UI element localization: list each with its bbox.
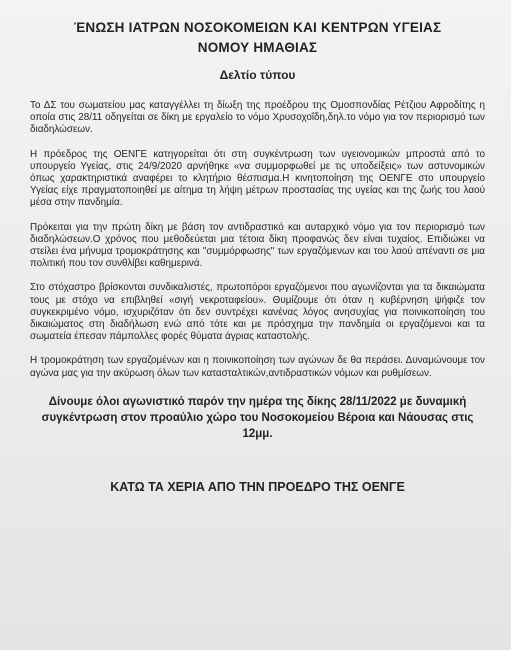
- paragraph-1: Το ΔΣ του σωματείου μας καταγγέλλει τη δίωξη της προέδρου της Ομοσπονδίας Ρέτζιου Αφροδίτης η οποία στις 28/11 οδηγείται σε δίκη με εργαλείο το νόμο Χρυσοχοΐδη,δηλ.το νόμο για τον περιορισμό των διαδηλώσεων.: [30, 100, 485, 136]
- title-line-2: ΝΟΜΟΥ ΗΜΑΘΙΑΣ: [197, 40, 318, 55]
- document-title: [30, 18, 485, 58]
- paragraph-4: Στο στόχαστρο βρίσκονται συνδικαλιστές, πρωτοπόροι εργαζόμενοι που αγωνίζονται για τα δικαιώματα τους με στόχο να επιβληθεί «σιγή νεκροταφείου». Θυμίζουμε ότι όταν η κυβέρνηση ψήφιζε τον συγκεκριμένο νόμο, ισχυριζόταν ότι δεν συντρέχει κανένας λόγος ανησυχίας για ποινικοποίηση του δικαιώματος στη διαδήλωση ενώ από τότε και με πρόσχημα την πανδημία οι εργαζόμενοι και τα σωματεία έπεσαν πάμπολλες φορές θύματα άγριας καταστολής.: [30, 282, 485, 343]
- title-line-1: ΈΝΩΣΗ ΙΑΤΡΩΝ ΝΟΣΟΚΟΜΕΙΩΝ ΚΑΙ ΚΕΝΤΡΩΝ ΥΓΕΙΑΣ: [73, 20, 442, 35]
- closing-slogan: ΚΑΤΩ ΤΑ ΧΕΡΙΑ ΑΠΟ ΤΗΝ ΠΡΟΕΔΡΟ ΤΗΣ ΟΕΝΓΕ: [110, 479, 405, 494]
- paragraph-2: Η πρόεδρος της ΟΕΝΓΕ κατηγορείται ότι στη συγκέντρωση των υγειονομικών μπροστά από το υπουργείο Υγείας, στις 24/9/2020 αρνήθηκε «να συμμορφωθεί με τις υποδείξεις» των αστυνομικών όπως χαρακτηριστικά αναφέρει το κλητήριο θέσπισμα.Η κινητοποίηση της ΟΕΝΓΕ στο υπουργείο Υγείας είχε πραγματοποιηθεί με αίτημα τη λήψη μέτρων προστασίας της υγείας και της ζωής του λαού μέσα στην πανδημία.: [30, 148, 485, 209]
- paragraph-5: Η τρομοκράτηση των εργαζομένων και η ποινικοποίηση των αγώνων δε θα περάσει. Δυναμώνουμε τον αγώνα μας για την ακύρωση όλων των κατασταλτικών,αντιδραστικών νόμων και ρυθμίσεων.: [30, 355, 485, 379]
- call-to-action: Δίνουμε όλοι αγωνιστικό παρόν την ημέρα της δίκης 28/11/2022 με δυναμική συγκέντρωση στον προαύλιο χώρο του Νοσοκομείου Βέροια και Νάουσας στις 12μμ.: [41, 395, 474, 440]
- paragraph-3: Πρόκειται για την πρώτη δίκη με βάση τον αντιδραστικό και αυταρχικό νόμο για τον περιορισμό των διαδηλώσεων.Ο χρόνος που μεθοδεύεται μια τέτοια δίκη προφανώς δεν είναι τυχαίος. Επιδιώκει να στείλει ένα μήνυμα τρομοκράτησης και "συμμόρφωσης" των εργαζόμενων και του λαού απέναντι σε μια πολιτική που τον συνθλίβει καθημερινά.: [30, 221, 485, 270]
- document-subtitle: Δελτίο τύπου: [219, 68, 296, 82]
